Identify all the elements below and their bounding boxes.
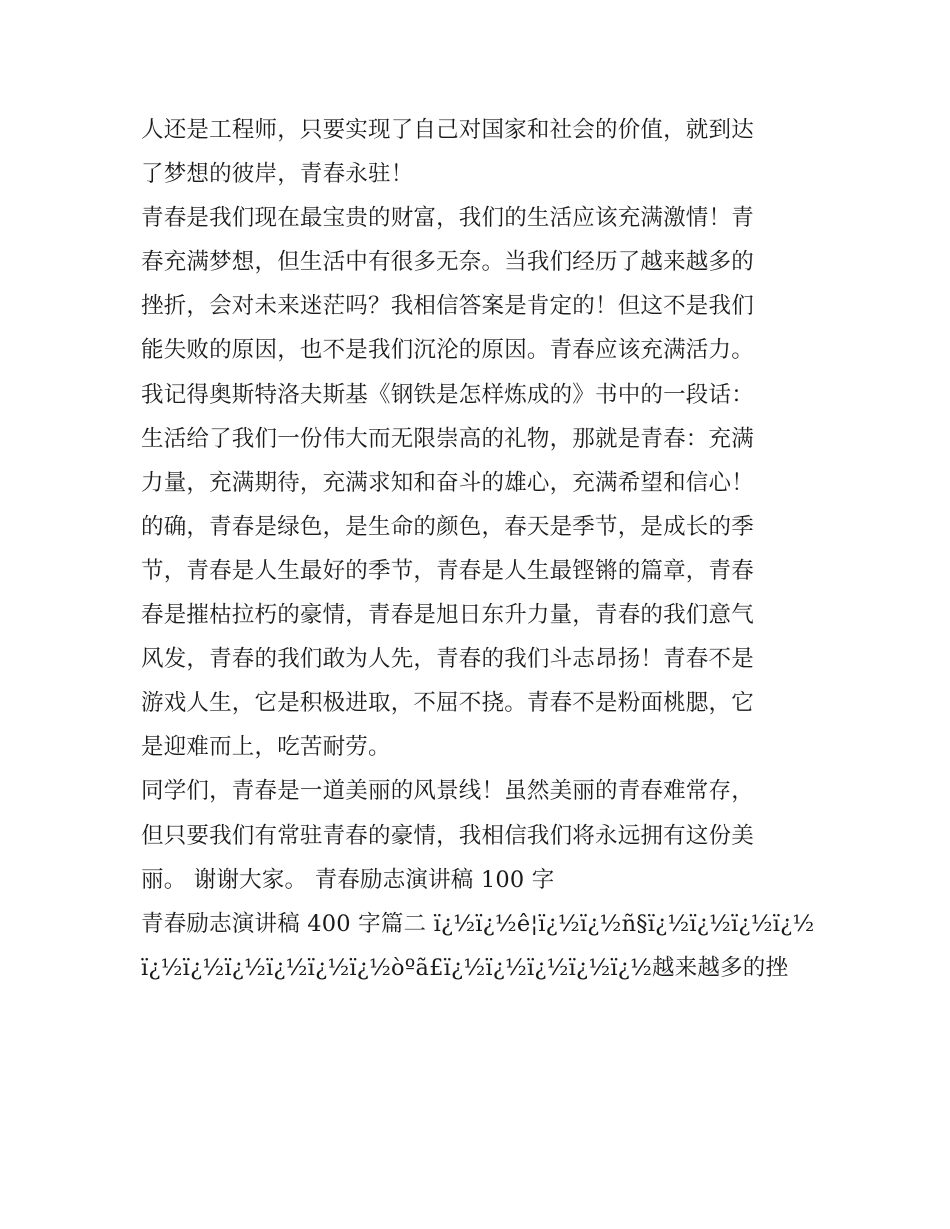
text-line-17: 但只要我们有常驻青春的豪情，我相信我们将永远拥有这份美	[141, 822, 754, 849]
text-line-4: 春充满梦想，但生活中有很多无奈。当我们经历了越来越多的	[141, 249, 754, 276]
text-line-16: 同学们，青春是一道美丽的风景线！虽然美丽的青春难常存，	[141, 778, 754, 805]
text-line-10: 的确，青春是绿色，是生命的颜色，春天是季节，是成长的季	[141, 513, 754, 540]
text-line-6: 能失败的原因，也不是我们沉沦的原因。青春应该充满活力。	[141, 337, 754, 364]
text-line-11: 节，青春是人生最好的季节，青春是人生最铿锵的篇章，青春	[141, 557, 754, 584]
text-line-12: 春是摧枯拉朽的豪情，青春是旭日东升力量，青春的我们意气	[141, 602, 754, 629]
text-line-7: 我记得奥斯特洛夫斯基《钢铁是怎样炼成的》书中的一段话：	[141, 381, 754, 408]
text-line-13: 风发，青春的我们敢为人先，青春的我们斗志昂扬！青春不是	[141, 646, 754, 673]
text-line-9: 力量，充满期待，充满求知和奋斗的雄心，充满希望和信心！	[141, 469, 754, 496]
text-line-14: 游戏人生，它是积极进取，不屈不挠。青春不是粉面桃腮，它	[141, 690, 754, 717]
text-line-8: 生活给了我们一份伟大而无限崇高的礼物，那就是青春：充满	[141, 425, 754, 452]
text-line-5: 挫折，会对未来迷茫吗？我相信答案是肯定的！但这不是我们	[141, 293, 754, 320]
text-line-18: 丽。 谢谢大家。 青春励志演讲稿 100 字	[141, 866, 555, 893]
body-text	[141, 108, 821, 990]
text-line-19: 青春励志演讲稿 400 字篇二 ï¿½ï¿½ê¦ï¿½ï¿½ñ§ï¿½ï¿½ï¿½ï¿½	[141, 910, 815, 937]
text-line-15: 是迎难而上，吃苦耐劳。	[141, 734, 391, 761]
text-line-1: 人还是工程师，只要实现了自己对国家和社会的价值，就到达	[141, 117, 754, 143]
text-line-20: ï¿½ï¿½ï¿½ï¿½ï¿½ï¿½òºã£ï¿½ï¿½ï¿½ï¿½ï¿½越来越多的挫	[141, 954, 789, 981]
text-line-2: 了梦想的彼岸，青春永驻！	[141, 161, 414, 188]
text-line-3: 青春是我们现在最宝贵的财富，我们的生活应该充满激情！青	[141, 205, 754, 232]
